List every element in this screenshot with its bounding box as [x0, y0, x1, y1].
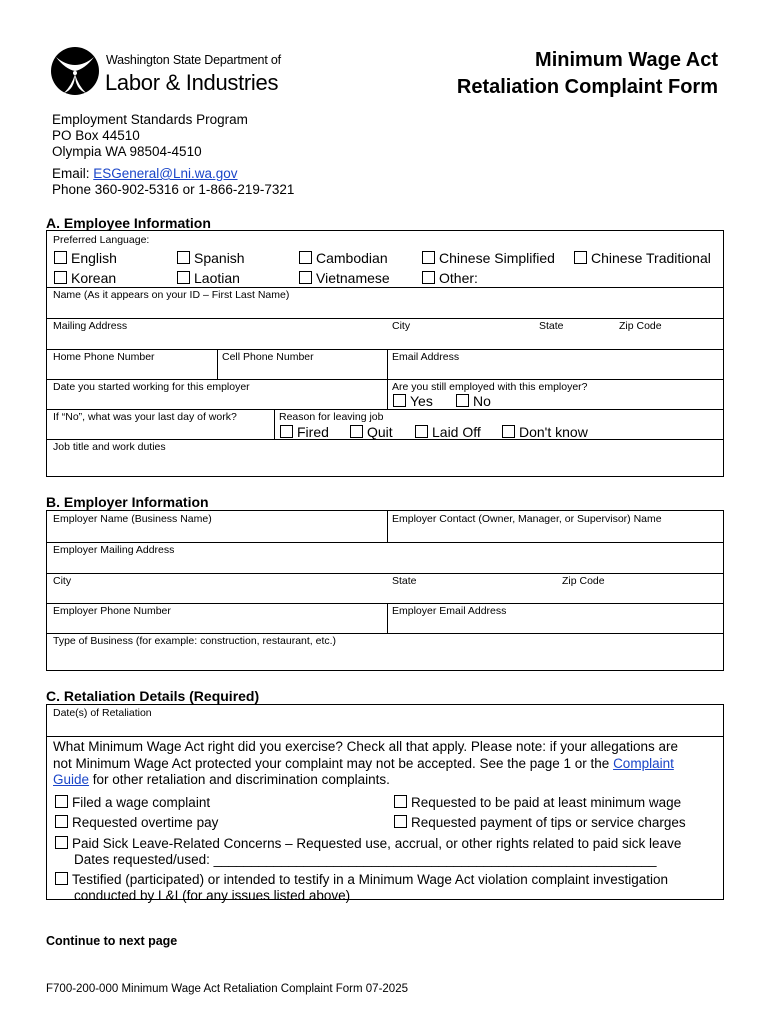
zip-label: Zip Code: [619, 320, 662, 332]
lang-chinese-simplified-checkbox[interactable]: Chinese Simplified: [422, 250, 555, 266]
business-type-label: Type of Business (for example: construction, restaurant, etc.): [53, 635, 337, 647]
complaint-guide-link-cont[interactable]: Guide: [53, 772, 90, 787]
lang-english-checkbox[interactable]: English: [54, 250, 117, 266]
lang-laotian-checkbox[interactable]: Laotian: [177, 270, 240, 286]
employed-yes-checkbox[interactable]: Yes: [393, 393, 433, 409]
business-type-field[interactable]: [47, 633, 723, 671]
name-field[interactable]: [47, 287, 723, 318]
employee-info-box: [46, 230, 724, 477]
overtime-checkbox[interactable]: Requested overtime pay: [55, 815, 218, 830]
employer-state-label: State: [392, 575, 417, 587]
preferred-language-label: Preferred Language:: [53, 234, 150, 246]
email-address-label: Email Address: [392, 351, 460, 363]
dates-requested-field[interactable]: Dates requested/used: ___________________________________________________________: [74, 852, 657, 867]
section-a-heading: A. Employee Information: [46, 215, 211, 231]
lang-chinese-traditional-checkbox[interactable]: Chinese Traditional: [574, 250, 711, 266]
contact-address: Employment Standards Program PO Box 44510 Olympia WA 98504-4510: [52, 112, 248, 159]
date-started-label: Date you started working for this employer: [53, 381, 250, 393]
contact-email-line: Email: ESGeneral@Lni.wa.gov: [52, 166, 238, 181]
agency-main-text: Labor & Industries: [105, 70, 279, 95]
job-title-label: Job title and work duties: [53, 441, 166, 453]
employer-mailing-field[interactable]: [47, 542, 723, 573]
employer-contact-label: Employer Contact (Owner, Manager, or Supervisor) Name: [392, 513, 662, 525]
retaliation-dates-field[interactable]: [47, 705, 723, 736]
email-link[interactable]: ESGeneral@Lni.wa.gov: [93, 166, 238, 181]
leaving-row[interactable]: [47, 409, 723, 440]
lang-korean-checkbox[interactable]: Korean: [54, 270, 116, 286]
employer-name-label: Employer Name (Business Name): [53, 513, 212, 525]
tips-checkbox[interactable]: Requested payment of tips or service charges: [394, 815, 686, 830]
testified-checkbox[interactable]: Testified (participated) or intended to testify in a Minimum Wage Act violation complaint investigation: [55, 872, 668, 887]
lang-vietnamese-checkbox[interactable]: Vietnamese: [299, 270, 390, 286]
phone-email-row[interactable]: [47, 349, 723, 380]
employer-zip-label: Zip Code: [562, 575, 605, 587]
lni-logo: [50, 45, 100, 97]
sick-leave-checkbox[interactable]: Paid Sick Leave-Related Concerns – Requested use, accrual, or other rights related to paid sick leave: [55, 836, 681, 851]
employment-status-row[interactable]: [47, 379, 723, 410]
name-label: Name (As it appears on your ID – First Last Name): [53, 289, 290, 301]
lang-other-checkbox[interactable]: Other:: [422, 270, 478, 286]
section-c-heading: C. Retaliation Details (Required): [46, 688, 260, 704]
form-footer: F700-200-000 Minimum Wage Act Retaliation Complaint Form 07-2025: [46, 983, 408, 995]
employer-phone-label: Employer Phone Number: [53, 605, 171, 617]
complaint-guide-link[interactable]: Complaint: [613, 755, 674, 771]
employer-info-box: [46, 510, 724, 671]
mailing-address-row[interactable]: [47, 318, 723, 349]
reason-quit-checkbox[interactable]: Quit: [350, 424, 393, 440]
reason-leaving-label: Reason for leaving job: [279, 411, 384, 423]
reason-fired-checkbox[interactable]: Fired: [280, 424, 329, 440]
retaliation-dates-label: Date(s) of Retaliation: [53, 707, 152, 719]
lni-logo-icon: [50, 45, 100, 97]
continue-note: Continue to next page: [46, 934, 178, 948]
employer-city-label: City: [53, 575, 72, 587]
home-phone-label: Home Phone Number: [53, 351, 155, 363]
employed-no-checkbox[interactable]: No: [456, 393, 491, 409]
city-label: City: [392, 320, 411, 332]
cell-phone-label: Cell Phone Number: [222, 351, 314, 363]
employer-city-row[interactable]: [47, 573, 723, 603]
employer-name-row[interactable]: [47, 511, 723, 542]
job-title-field[interactable]: [47, 439, 723, 477]
employer-mailing-label: Employer Mailing Address: [53, 544, 175, 556]
agency-top-text: Washington State Department of: [106, 53, 281, 67]
reason-laid-off-checkbox[interactable]: Laid Off: [415, 424, 481, 440]
rights-exercised-area: [47, 736, 723, 903]
form-title: Minimum Wage Act Retaliation Complaint Form: [456, 49, 718, 98]
contact-phone: Phone 360-902-5316 or 1-866-219-7321: [52, 182, 295, 197]
employer-phone-row[interactable]: [47, 603, 723, 633]
testified-cont: conducted by L&I (for any issues listed above): [74, 888, 351, 903]
filed-wage-complaint-checkbox[interactable]: Filed a wage complaint: [55, 795, 210, 810]
mailing-address-label: Mailing Address: [53, 320, 128, 332]
still-employed-label: Are you still employed with this employer?: [392, 381, 588, 393]
rights-question: What Minimum Wage Act right did you exercise? Check all that apply. Please note: if your allegations are not Minimum Wage Act protected your complaint may not be accepted. See the page 1 or the Complaint Guide for other retaliation and discrimination complaints.: [53, 739, 679, 787]
lang-cambodian-checkbox[interactable]: Cambodian: [299, 250, 388, 266]
retaliation-details-box: [46, 704, 724, 903]
last-day-label: If “No”, what was your last day of work?: [53, 411, 237, 423]
reason-dont-know-checkbox[interactable]: Don't know: [502, 424, 588, 440]
employer-email-label: Employer Email Address: [392, 605, 507, 617]
min-wage-checkbox[interactable]: Requested to be paid at least minimum wage: [394, 795, 681, 810]
section-b-heading: B. Employer Information: [46, 494, 209, 510]
lang-spanish-checkbox[interactable]: Spanish: [177, 250, 245, 266]
state-label: State: [539, 320, 564, 332]
